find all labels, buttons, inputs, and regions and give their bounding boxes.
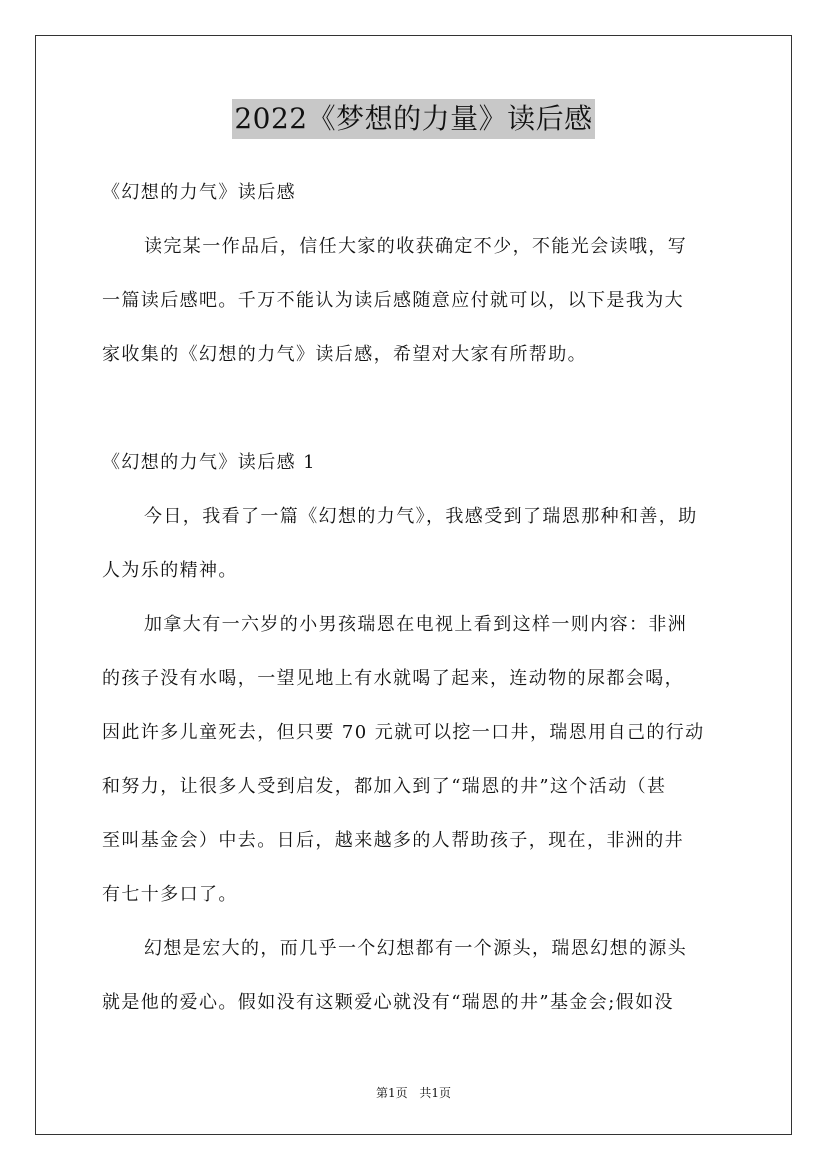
text-line: 加拿大有一六岁的小男孩瑞恩在电视上看到这样一则内容：非洲 — [144, 614, 688, 635]
paragraph-gap — [102, 386, 726, 440]
paragraph — [102, 602, 726, 926]
text-line: 因此许多儿童死去，但只要 70 元就可以挖一口井，瑞恩用自己的行动 — [102, 722, 705, 743]
document-body — [102, 170, 726, 1034]
title-container — [0, 99, 827, 139]
text-line: 一篇读后感吧。千万不能认为读后感随意应付就可以，以下是我为大 — [102, 290, 684, 311]
text-line: 有七十多口了。 — [102, 884, 238, 905]
page-total: 共1页 — [419, 1086, 452, 1100]
text-line: 今日，我看了一篇《幻想的力气》，我感受到了瑞恩那种和善，助 — [144, 506, 698, 527]
text-line: 读完某一作品后，信任大家的收获确定不少，不能光会读哦，写 — [144, 236, 688, 257]
paragraph — [102, 494, 726, 602]
paragraph — [102, 224, 726, 386]
text-line: 至叫基金会）中去。日后，越来越多的人帮助孩子，现在，非洲的井 — [102, 830, 684, 851]
text-line: 就是他的爱心。假如没有这颗爱心就没有“瑞恩的井”基金会;假如没 — [102, 992, 674, 1013]
document-title: 2022《梦想的力量》读后感 — [232, 99, 594, 139]
text-line: 和努力，让很多人受到启发，都加入到了“瑞恩的井”这个活动（甚 — [102, 776, 667, 797]
page-number: 第1页 — [375, 1086, 408, 1100]
paragraph — [102, 440, 726, 494]
paragraph — [102, 170, 726, 224]
text-line: 《幻想的力气》读后感 — [102, 182, 296, 203]
text-line: 家收集的《幻想的力气》读后感，希望对大家有所帮助。 — [102, 344, 587, 365]
page-footer — [0, 1084, 827, 1101]
text-line: 人为乐的精神。 — [102, 560, 238, 581]
text-line: 的孩子没有水喝，一望见地上有水就喝了起来，连动物的尿都会喝， — [102, 668, 684, 689]
text-line: 幻想是宏大的，而几乎一个幻想都有一个源头，瑞恩幻想的源头 — [144, 938, 688, 959]
paragraph — [102, 926, 726, 1034]
text-line: 《幻想的力气》读后感 1 — [102, 452, 316, 473]
